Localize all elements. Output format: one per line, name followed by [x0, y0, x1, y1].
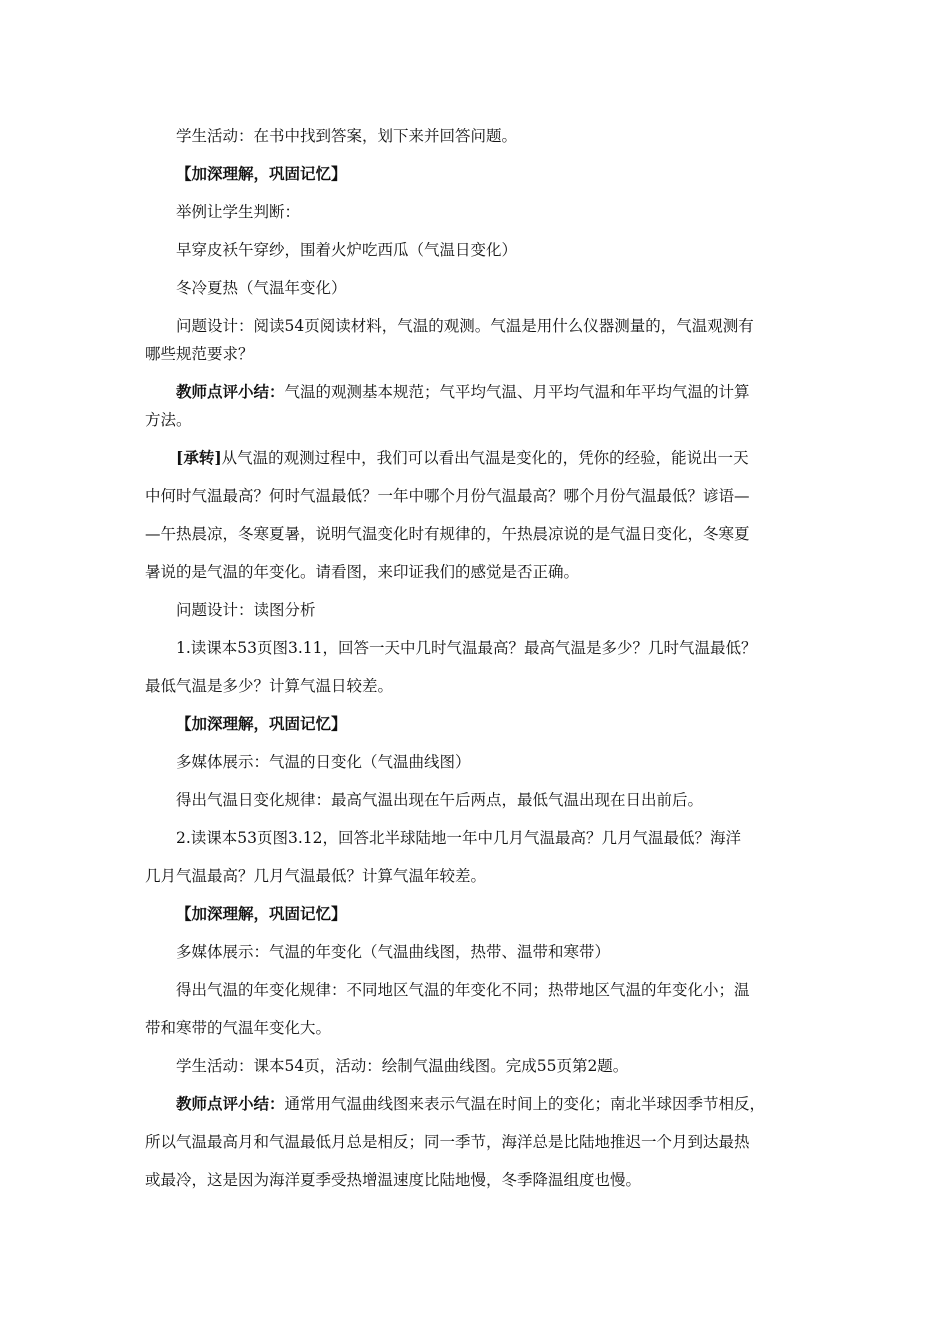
paragraph-student-activity-2: 学生活动：课本54页，活动：绘制气温曲线图。完成55页第2题。: [176, 1057, 629, 1075]
bold-lead: 教师点评小结：: [176, 1094, 285, 1113]
paragraph-teacher-summary-1: 教师点评小结：气温的观测基本规范；气平均气温、月平均气温和年平均气温的计算 方法。: [145, 382, 750, 429]
paragraph-multimedia-daily: 多媒体展示：气温的日变化（气温曲线图）: [176, 753, 471, 771]
paragraph-transition: [承转]从气温的观测过程中，我们可以看出气温是变化的，凭你的经验，能说出一天 中何时气温最高？何时气温最低？一年中哪个月份气温最高？哪个月份气温最低？谚语— —午热晨凉，冬寒夏暑，说明气温变化时有规律的，午热晨凉说的是气温日变化，冬寒夏 暑说的是气温的年变化。请看图，来印证我们的感觉是否正确。: [145, 448, 750, 581]
paragraph-example-annual: 冬冷夏热（气温年变化）: [176, 279, 347, 297]
paragraph-question-1: 1.读课本53页图3.11，回答一天中几时气温最高？最高气温是多少？几时气温最低？ 最低气温是多少？计算气温日较差。: [145, 639, 757, 695]
paragraph-example-daily: 早穿皮袄午穿纱，围着火炉吃西瓜（气温日变化）: [176, 241, 518, 259]
section-heading-deepen-3: 【加深理解，巩固记忆】: [176, 904, 347, 923]
paragraph-daily-rule: 得出气温日变化规律：最高气温出现在午后两点，最低气温出现在日出前后。: [176, 791, 704, 809]
paragraph-multimedia-annual: 多媒体展示：气温的年变化（气温曲线图，热带、温带和寒带）: [176, 943, 611, 961]
bold-lead: 教师点评小结：: [176, 382, 285, 401]
paragraph-annual-rule: 得出气温的年变化规律：不同地区气温的年变化不同；热带地区气温的年变化小；温 带和寒带的气温年变化大。: [145, 981, 750, 1037]
paragraph-question-design-observation: 问题设计：阅读54页阅读材料，气温的观测。气温是用什么仪器测量的，气温观测有 哪些规范要求？: [145, 317, 754, 363]
bold-lead: [承转]: [176, 448, 222, 467]
paragraph-question-2: 2.读课本53页图3.12，回答北半球陆地一年中几月气温最高？几月气温最低？海洋 几月气温最高？几月气温最低？计算气温年较差。: [145, 829, 742, 885]
paragraph-question-design-map: 问题设计：读图分析: [176, 601, 316, 619]
paragraph-student-activity: 学生活动：在书中找到答案，划下来并回答问题。: [176, 127, 518, 145]
document-page: [145, 122, 823, 1204]
paragraph-teacher-summary-2: 教师点评小结：通常用气温曲线图来表示气温在时间上的变化；南北半球因季节相反， 所以气温最高月和气温最低月总是相反；同一季节，海洋总是比陆地推迟一个月到达最热 或最冷，这是因为海洋夏季受热增温速度比陆地慢，冬季降温组度也慢。: [145, 1094, 766, 1189]
section-heading-deepen-2: 【加深理解，巩固记忆】: [176, 714, 347, 733]
paragraph-examples-intro: 举例让学生判断：: [176, 203, 301, 221]
section-heading-deepen: 【加深理解，巩固记忆】: [176, 164, 347, 183]
